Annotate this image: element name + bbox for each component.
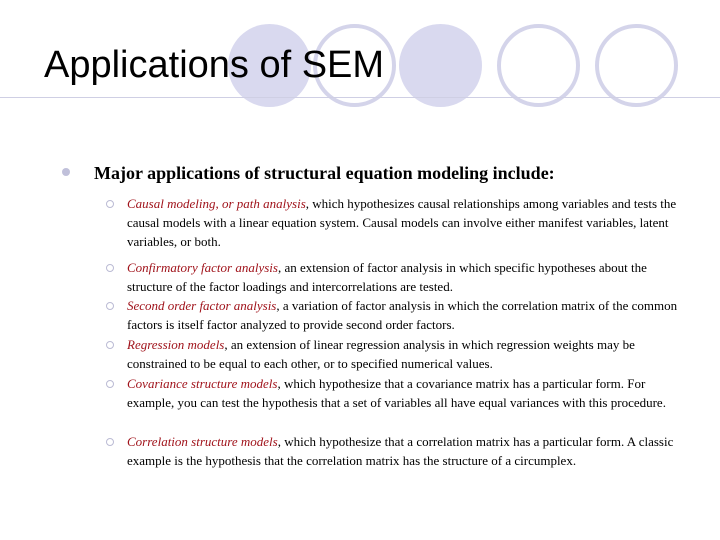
- item-text: , an extension of linear regression analysis in which regression weights may be constrained to be equal to each other, or to specified numerical values.: [127, 337, 635, 371]
- item-text: , which hypothesizes causal relationships among variables and tests the causal models with a linear equation system. Causal models can involve either manifest variables, latent variables, or both.: [127, 196, 677, 249]
- slide-title: Applications of SEM: [44, 44, 385, 86]
- item-term: Confirmatory factor analysis: [127, 260, 278, 275]
- header-rule: [0, 97, 720, 98]
- item-text: , which hypothesize that a correlation matrix has a particular form. A classic example is the hypothesis that the correlation matrix has the structure of a circumplex.: [127, 434, 674, 468]
- item-text: , which hypothesize that a covariance matrix has a particular form. For example, you can test the hypothesis that a set of variables all have equal variances with this procedure.: [127, 376, 666, 410]
- list-item: [127, 296, 687, 334]
- ring-bullet-2: [106, 264, 114, 272]
- ring-bullet-6: [106, 438, 114, 446]
- list-item: [127, 258, 687, 296]
- lead-text: Major applications of structural equation modeling include:: [94, 163, 555, 183]
- ring-bullet-4: [106, 341, 114, 349]
- list-item: [127, 432, 687, 470]
- item-term: Covariance structure models: [127, 376, 278, 391]
- decor-circle-2: [399, 24, 482, 107]
- item-term: Regression models: [127, 337, 225, 352]
- item-text: , an extension of factor analysis in which specific hypotheses about the structure of the factor loadings and intercorrelations are tested.: [127, 260, 647, 294]
- bullet-dot: [62, 168, 70, 176]
- list-item: [127, 374, 687, 412]
- list-item: [127, 194, 687, 251]
- decor-ring-2: [497, 24, 580, 107]
- decor-ring-3: [595, 24, 678, 107]
- item-term: Second order factor analysis: [127, 298, 277, 313]
- item-text: , a variation of factor analysis in which the correlation matrix of the common factors is itself factor analyzed to provide second order factors.: [127, 298, 678, 332]
- ring-bullet-3: [106, 302, 114, 310]
- item-term: Causal modeling, or path analysis: [127, 196, 306, 211]
- item-term: Correlation structure models: [127, 434, 278, 449]
- ring-bullet-1: [106, 200, 114, 208]
- ring-bullet-5: [106, 380, 114, 388]
- list-item: [127, 335, 687, 373]
